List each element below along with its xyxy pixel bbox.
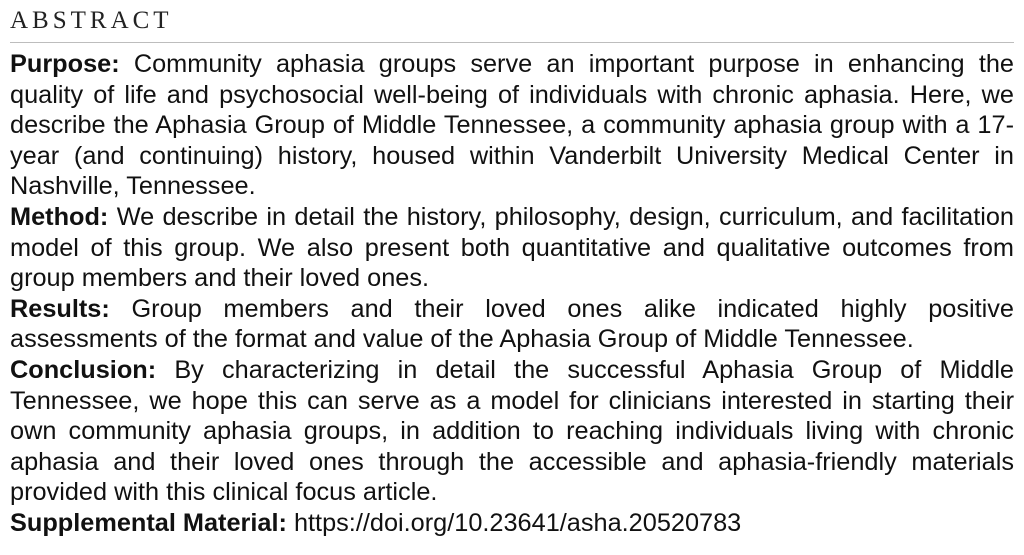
method-text: We describe in detail the history, philosophy, design, curriculum, and facilitation model of this group. We also present both quantitative and qualitative outcomes from group members and their loved ones. <box>10 202 1014 293</box>
supplemental-label: Supplemental Material: <box>10 508 287 537</box>
results-paragraph <box>10 294 1014 355</box>
conclusion-label: Conclusion: <box>10 355 157 384</box>
conclusion-text: By characterizing in detail the successful Aphasia Group of Middle Tennessee, we hope this can serve as a model for clinicians interested in starting their own community aphasia groups, in addition to reaching individuals living with chronic aphasia and their loved ones through the accessible and aphasia-friendly materials provided with this clinical focus article. <box>10 355 1015 507</box>
heading-divider <box>10 42 1014 43</box>
purpose-text: Community aphasia groups serve an important purpose in enhancing the quality of life and psychosocial well-being of individuals with chronic aphasia. Here, we describe the Aphasia Group of Middle Tennessee, a community aphasia group with a 17-year (and continuing) history, housed within Vanderbilt University Medical Center in Nashville, Tennessee. <box>10 50 1014 201</box>
results-text: Group members and their loved ones alike indicated highly positive assessments of the format and value of the Aphasia Group of Middle Tennessee. <box>10 294 1014 354</box>
abstract-section <box>10 4 1014 539</box>
purpose-paragraph <box>10 49 1014 202</box>
supplemental-doi-link[interactable]: https://doi.org/10.23641/asha.20520783 <box>293 508 742 537</box>
purpose-label: Purpose: <box>10 50 120 78</box>
results-label: Results: <box>10 294 110 323</box>
conclusion-paragraph <box>10 355 1014 508</box>
supplemental-paragraph <box>10 508 1014 539</box>
method-label: Method: <box>10 202 109 231</box>
method-paragraph <box>10 202 1014 294</box>
abstract-heading: ABSTRACT <box>10 7 173 34</box>
